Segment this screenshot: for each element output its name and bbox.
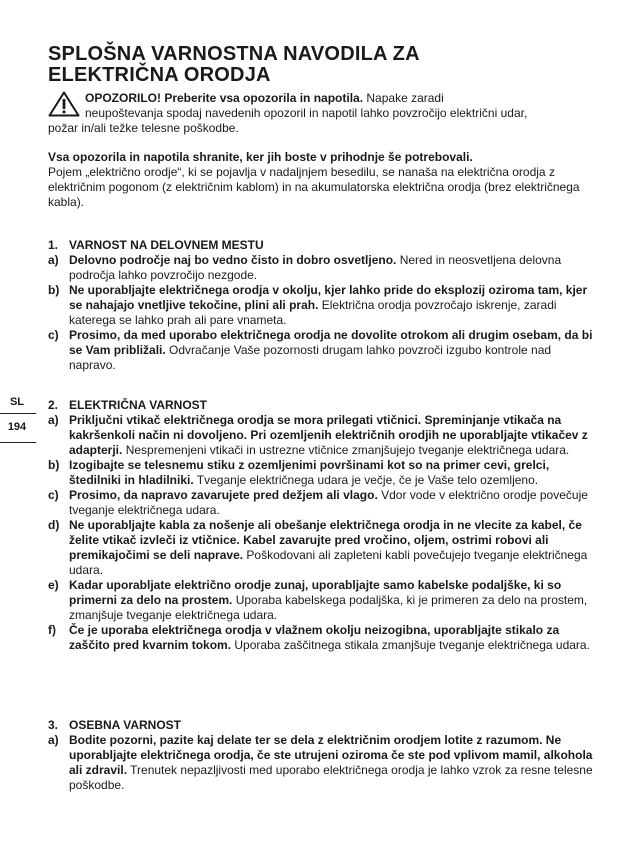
side-divider-bottom xyxy=(0,442,36,443)
warning-block xyxy=(48,91,588,136)
list-item: e) Kadar uporabljate električno orodje zunaj, uporabljajte samo kabelske podaljške, ki so primerni za delo na prostem. Uporaba kabelskega podaljška, ki je primeren za delo na prostem, zmanjšuje tveganje električnega udara. xyxy=(48,578,588,622)
section-personal-safety xyxy=(48,718,593,793)
section-heading: 1. VARNOST NA DELOVNEM MESTU xyxy=(48,238,264,252)
list-item: c) Prosimo, da med uporabo električnega orodja ne dovolite otrokom ali drugim osebam, da bi se Vam približali. Odvračanje Vaše pozornosti drugam lahko povzroči izgubo kontrole nad napravo. xyxy=(48,328,593,372)
warning-bold: OPOZORILO! Preberite vsa opozorila in napotila. xyxy=(85,91,364,105)
list-item: c) Prosimo, da napravo zavarujete pred dežjem ali vlago. Vdor vode v električno orodje povečuje tveganje električnega udara. xyxy=(48,488,588,517)
list-item: a) Priključni vtikač električnega orodja se mora prilegati vtičnici. Spreminjanje vtikača na kakršenkoli način ni dovoljeno. Pri ozemljenih električnih orodjih ne uporabljajte vtikačev z adapterji. Nespremenjeni vtikači in ustrezne vtičnice zmanjšujejo tveganje električnega udara. xyxy=(48,413,588,457)
section-heading: 3. OSEBNA VARNOST xyxy=(48,718,182,732)
warning-text-1: Napake zaradi xyxy=(363,91,444,105)
section-work-area-safety xyxy=(48,238,593,373)
list-item: f) Če je uporaba električnega orodja v vlažnem okolju neizogibna, uporabljajte stikalo za zaščito pred kvarnim tokom. Uporaba zaščitnega stikala zmanjšuje tveganje električnega udara. xyxy=(48,623,590,652)
page-title xyxy=(48,44,588,86)
section-heading: 2. ELEKTRIČNA VARNOST xyxy=(48,398,207,412)
list-item: b) Ne uporabljajte električnega orodja v okolju, kjer lahko pride do eksplozij oziroma tam, kjer se nahajajo vnetljive tekočine, plini ali prah. Električna orodja povzročajo iskrenje, zaradi katerega se lahko prah ali pare vnameta. xyxy=(48,283,588,327)
page-number: 194 xyxy=(7,421,27,433)
warning-triangle-icon xyxy=(48,91,80,117)
section-electrical-safety xyxy=(48,398,593,653)
keep-text: Pojem „električno orodje“, ki se pojavlja v nadaljnjem besedilu, se nanaša na električna orodja z električnim pogonom (z električnim kablom) in na akumulatorska električna orodja (brez električnega kabla). xyxy=(48,165,580,209)
list-item: b) Izogibajte se telesnemu stiku z ozemljenimi površinami kot so na primer cevi, grelci, štedilniki in hladilniki. Tveganje električnega udara je večje, če je Vaše telo ozemljeno. xyxy=(48,458,550,487)
list-item: a) Delovno področje naj bo vedno čisto in dobro osvetljeno. Nered in neosvetljena delovna področja lahko povzročijo nezgode. xyxy=(48,253,562,282)
keep-bold: Vsa opozorila in napotila shranite, ker jih boste v prihodnje še potrebovali. xyxy=(48,150,473,164)
title-line-1: SPLOŠNA VARNOSTNA NAVODILA ZA xyxy=(48,43,420,65)
keep-instructions xyxy=(48,150,588,210)
language-tab: SL xyxy=(9,396,25,408)
list-item: d) Ne uporabljajte kabla za nošenje ali obešanje električnega orodja in ne vlecite za kabel, če želite vtikač izvleči iz vtičnice. Kabel zavarujte pred vročino, oljem, ostrimi robovi ali premikajočimi se deli naprave. Poškodovani ali zapleteni kabli povečujejo tveganje električnega udara. xyxy=(48,518,588,577)
warning-text-2: neupoštevanja spodaj navedenih opozoril in napotil lahko povzročijo električni udar, xyxy=(85,106,528,120)
list-item: a) Bodite pozorni, pazite kaj delate ter se dela z električnim orodjem lotite z razumom. Ne uporabljajte električnega orodja, če ste utrujeni oziroma če ste pod vplivom mamil, alkohola ali zdravil. Trenutek nepazljivosti med uporabo električnega orodja je lahko vzrok za resne telesne poškodbe. xyxy=(48,733,593,792)
side-divider xyxy=(0,413,36,414)
title-line-2: ELEKTRIČNA ORODJA xyxy=(48,64,271,86)
warning-text-3: požar in/ali težke telesne poškodbe. xyxy=(48,121,239,135)
